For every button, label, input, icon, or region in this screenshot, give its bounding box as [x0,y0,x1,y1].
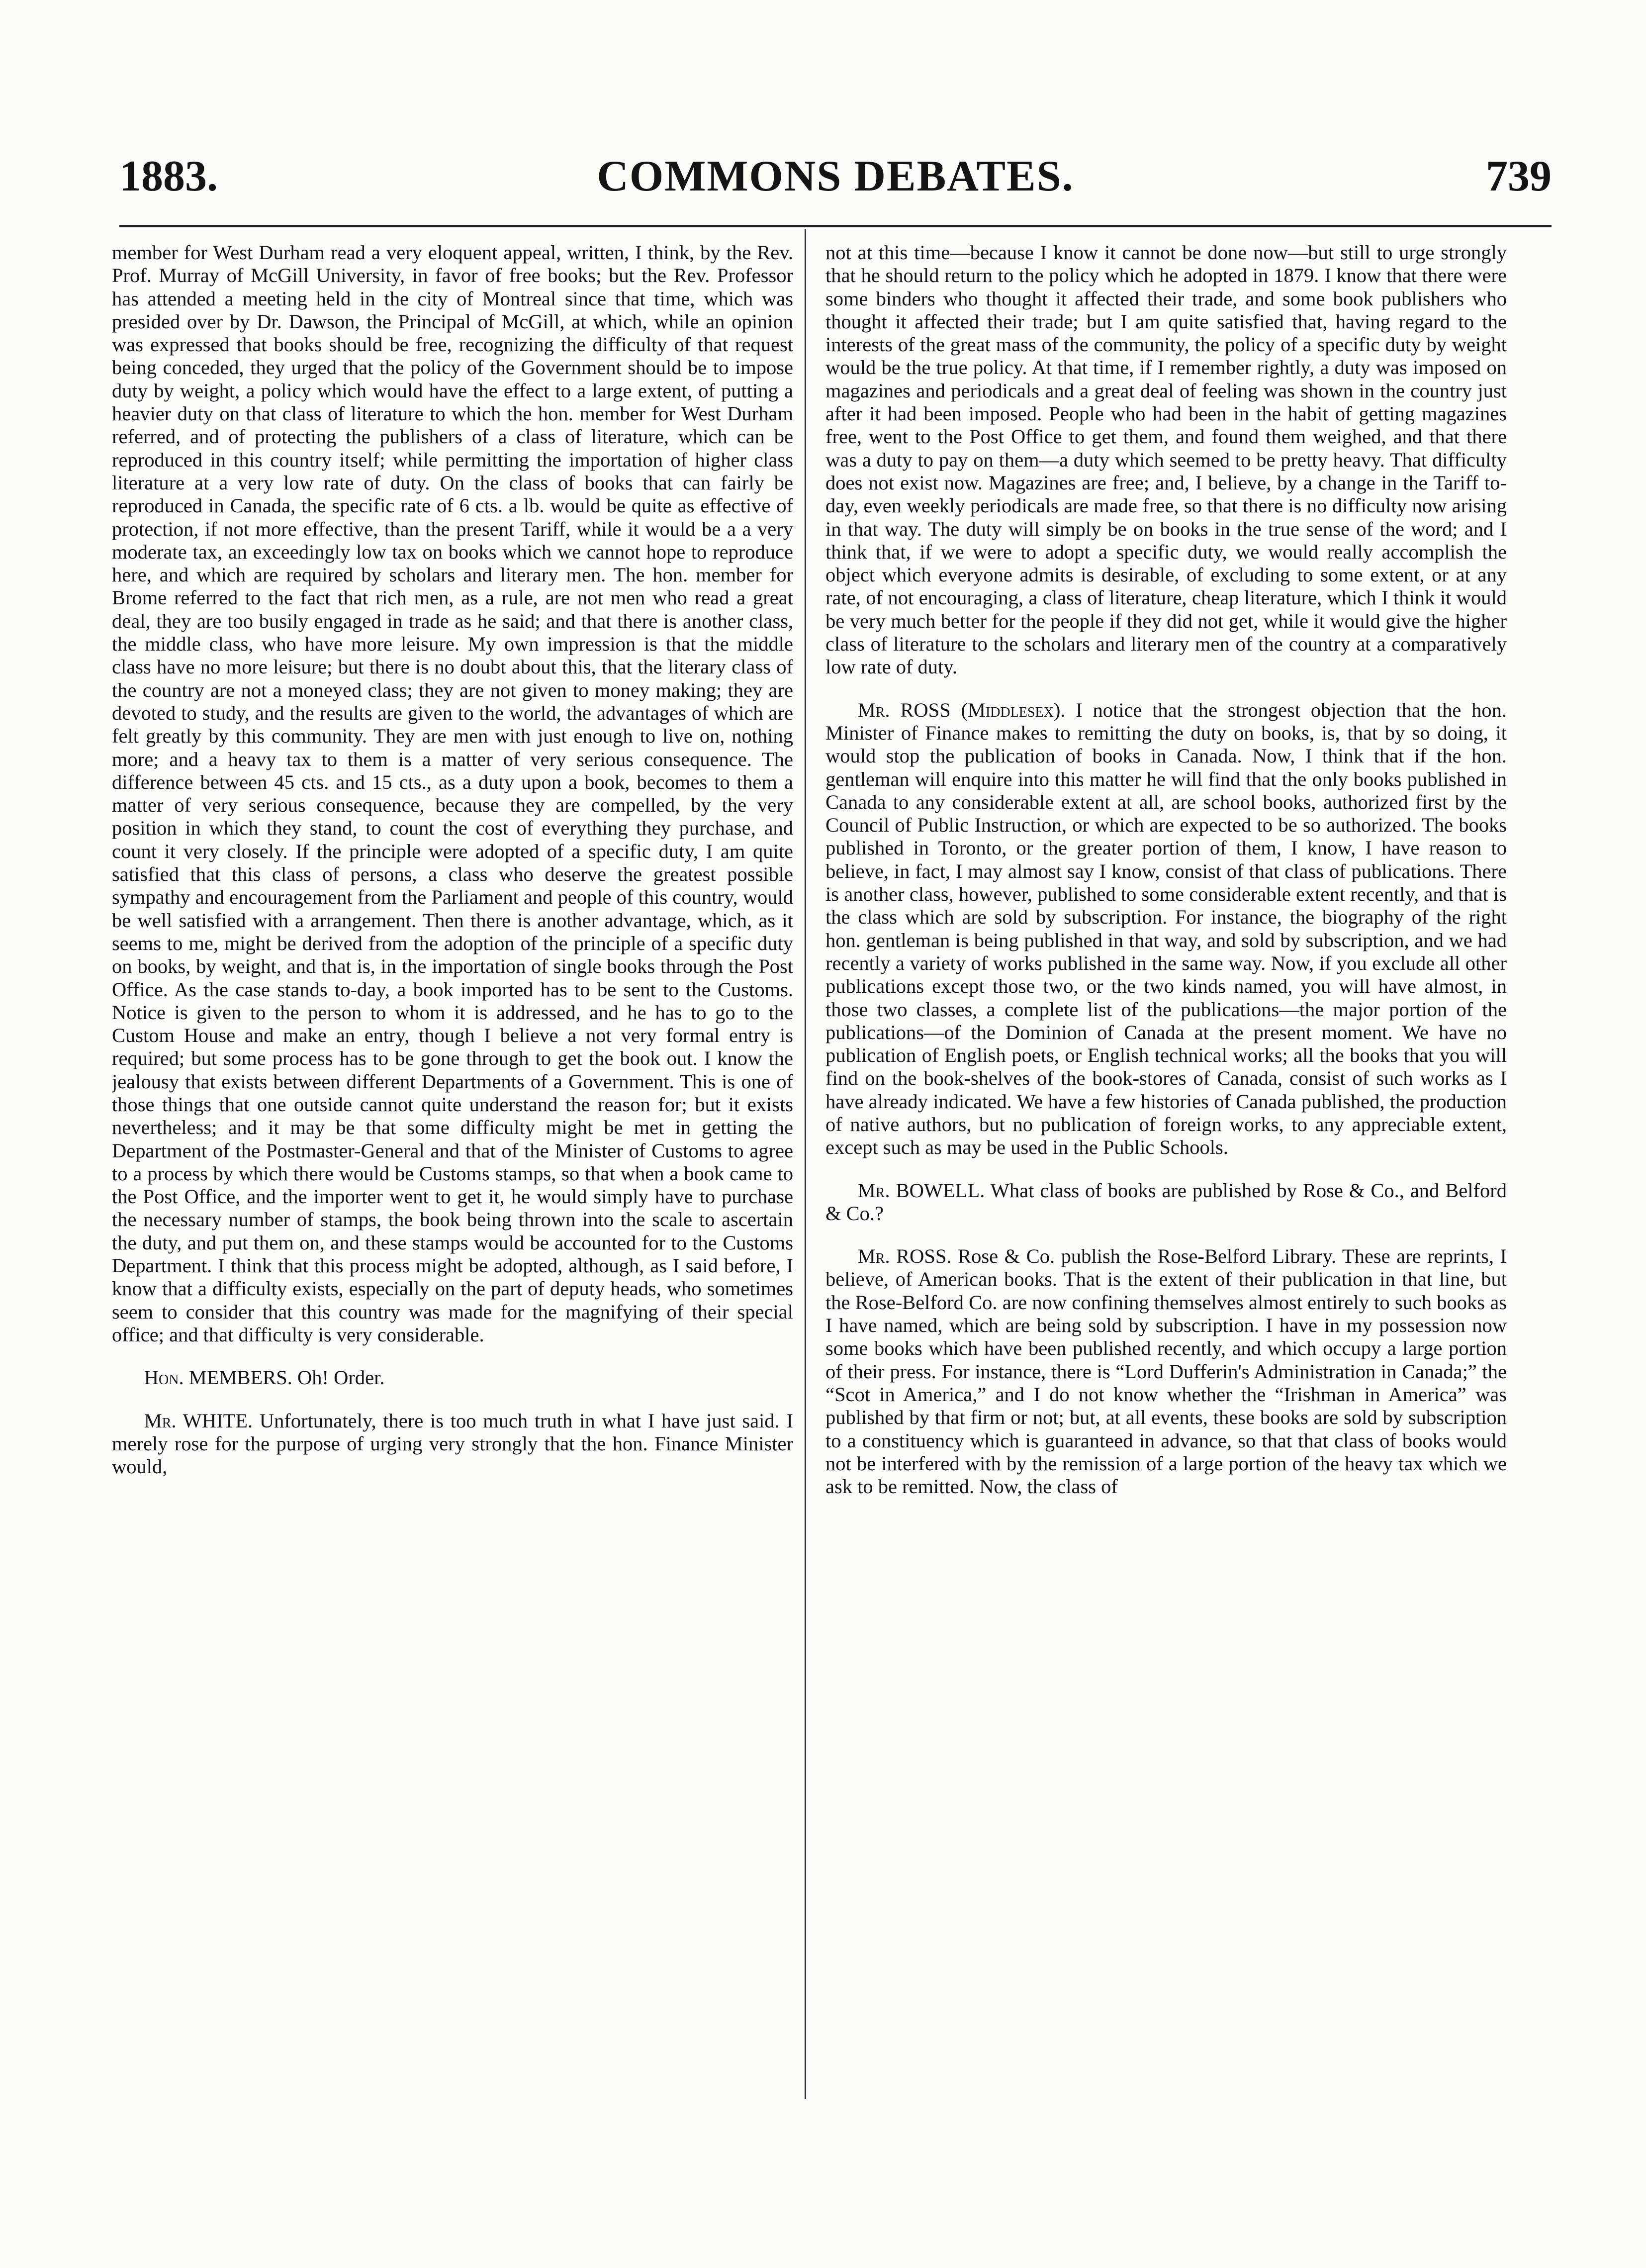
page-number: 739 [1486,152,1552,200]
paragraph-text: What class of books are published by Rose & Co., and Belford & Co.? [825,1179,1507,1225]
paragraph [112,1410,793,1479]
paragraph [112,1366,793,1389]
paragraph-text: Oh! Order. [297,1366,385,1389]
page-header [119,149,1552,204]
paragraph [825,1245,1507,1498]
right-column [825,241,1507,2081]
publication-title: COMMONS DEBATES. [597,152,1074,200]
paragraph [112,241,793,1346]
paragraph [825,241,1507,679]
page-year: 1883. [119,152,218,200]
speaker-name: Mr. BOWELL. [857,1179,985,1202]
speaker-name: Hon. MEMBERS. [144,1366,292,1389]
paragraph-text: I notice that the strongest objection that the hon. Minister of Finance makes to remitting the duty on books, is, that by so doing, it would stop the publication of books in Canada. Now, I think that if the hon. gentleman will enquire into this matter he will find that the only books published in Canada to any considerable extent at all, are school books, authorized first by the Council of Public Instruction, or which are expected to be so authorized. The books published in Toronto, or the greater portion of them, I know, I have reason to believe, in fact, I may almost say I know, consist of that class of publications. There is another class, however, published to some considerable extent recently, and that is the class which are sold by subscription. For instance, the biography of the right hon. gentleman is being published in that way, and sold by subscription, and we had recently a variety of works published in the same way. Now, if you exclude all other publications except those two, or the two kinds named, you will have almost, in those two classes, a complete list of the publications—the major portion of the publications—of the Dominion of Canada at the present moment. We have no publication of English poets, or English technical works; all the books that you will find on the book-shelves of the book-stores of Canada, consist of such works as I have already indicated. We have a few histories of Canada published, the production of native authors, but no publication of foreign works, to any appreciable extent, except such as may be used in the Public Schools. [825,698,1507,1159]
paragraph-text: not at this time—because I know it cannot be done now—but still to urge strongly that he should return to the policy which he adopted in 1879. I know that there were some binders who thought it affected their trade, and some book publishers who thought it affected their trade; but I am quite satisfied that, having regard to the interests of the great mass of the community, the policy of a specific duty by weight would be the true policy. At that time, if I remember rightly, a duty was imposed on magazines and periodicals and a great deal of feeling was shown in the country just after it had been imposed. People who had been in the habit of getting magazines free, went to the Post Office to get them, and found them weighed, and that there was a duty to pay on them—a duty which seemed to be pretty heavy. That difficulty does not exist now. Magazines are free; and, I believe, by a change in the Tariff to-day, even weekly periodicals are made free, so that there is no difficulty now arising in that way. The duty will simply be on books in the true sense of the word; and I think that, if we were to adopt a specific duty, we would really accomplish the object which everyone admits is desirable, of excluding to some extent, or at any rate, of not encouraging, a class of literature, cheap literature, which I think it would be very much better for the people if they did not get, while it would give the higher class of literature to the scholars and literary men of the country at a comparatively low rate of duty. [825,241,1507,678]
paragraph-text: member for West Durham read a very eloquent appeal, written, I think, by the Rev. Prof. Murray of McGill University, in favor of free books; but the Rev. Professor has attended a meeting held in the city of Montreal since that time, which was presided over by Dr. Dawson, the Principal of McGill, at which, while an opinion was expressed that books should be free, recognizing the difficulty of that request being conceded, they urged that the policy of the Government should be to impose duty by weight, a policy which would have the effect to a large extent, of putting a heavier duty on that class of literature to which the hon. member for West Durham referred, and of protecting the publishers of a class of literature, which can be reproduced in this country itself; while permitting the importation of higher class literature at a very low rate of duty. On the class of books that can fairly be reproduced in Canada, the specific rate of 6 cts. a lb. would be quite as effective of protection, if not more effective, than the present Tariff, while it would be a a very moderate tax, an exceedingly low tax on books which we cannot hope to reproduce here, and which are required by scholars and literary men. The hon. member for Brome referred to the fact that rich men, as a rule, are not men who read a great deal, they are too busily engaged in trade as he said; and that there is another class, the middle class, who have more leisure. My own impression is that the middle class have no more leisure; but there is no doubt about this, that the literary class of the country are not a moneyed class; they are not given to money making; they are devoted to study, and the results are given to the world, the advantages of which are felt greatly by this community. They are men with just enough to live on, nothing more; and a heavy tax to them is a matter of very serious consequence. The difference between 45 cts. and 15 cts., as a duty upon a book, becomes to them a matter of very serious consequence, because they are compelled, by the very position in which they stand, to count the cost of everything they purchase, and count it very closely. If the principle were adopted of a specific duty, I am quite satisfied that this class of persons, a class who deserve the greatest possible sympathy and encouragement from the Parliament and people of this country, would be well satisfied with a arrangement. Then there is another advantage, which, as it seems to me, might be derived from the adoption of the principle of a specific duty on books, by weight, and that is, in the importation of single books through the Post Office. As the case stands to-day, a book imported has to be sent to the Customs. Notice is given to the person to whom it is addressed, and he has to go to the Custom House and make an entry, though I believe a not very formal entry is required; but some process has to be gone through to get the book out. I know the jealousy that exists between different Departments of a Government. This is one of those things that one outside cannot quite understand the reason for; but it exists nevertheless; and it may be that some difficulty might be met in getting the Department of the Postmaster-General and that of the Minister of Customs to agree to a process by which there would be Customs stamps, so that when a book came to the Post Office, and the importer went to get it, he would simply have to purchase the necessary number of stamps, the book being thrown into the scale to ascertain the duty, and put them on, and these stamps would be accounted for to the Customs Department. I think that this process might be adopted, although, as I said before, I know that a difficulty exists, especially on the part of deputy heads, who sometimes seem to consider that this country was made for the magnifying of their special office; and that difficulty is very considerable. [112,241,793,1346]
header-rule [119,225,1552,227]
left-column [112,241,793,2081]
paragraph-text: Rose & Co. publish the Rose-Belford Library. These are reprints, I believe, of American books. That is the extent of their publication in that line, but the Rose-Belford Co. are now confining themselves almost entirely to such books as I have named, which are being sold by subscription. I have in my possession now some books which have been published recently, and which occupy a large portion of their press. For instance, there is “Lord Dufferin's Administration in Canada;” the “Scot in America,” and I do not know whether the “Irishman in America” was published by that firm or not; but, at all events, these books are sold by subscription to a constituency which is guaranteed in advance, so that that class of books would not be interfered with by the remission of a large portion of the heavy tax which we ask to be remitted. Now, the class of [825,1245,1507,1498]
paragraph-text: Unfortunately, there is too much truth in what I have just said. I merely rose for the purpose of urging very strongly that the hon. Finance Minister would, [112,1409,793,1478]
speaker-name: Mr. ROSS (Middlesex). [857,698,1066,721]
paragraph [825,1179,1507,1226]
paragraph [825,699,1507,1159]
column-divider [805,229,806,2099]
speaker-name: Mr. ROSS. [857,1245,952,1268]
speaker-name: Mr. WHITE. [144,1409,253,1432]
